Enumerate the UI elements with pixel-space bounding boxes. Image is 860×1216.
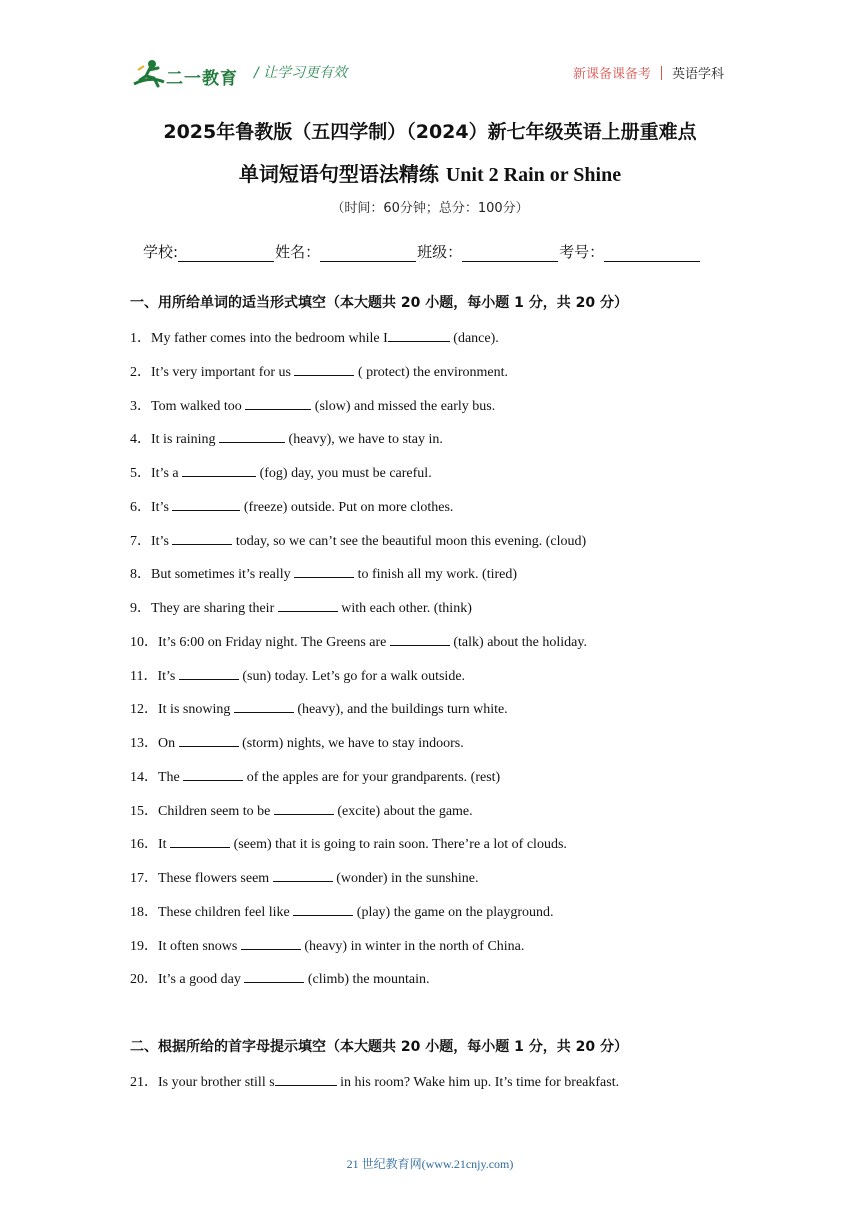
number-label: 考号：	[559, 243, 605, 261]
answer-blank[interactable]	[274, 800, 334, 815]
question-number: 17．	[130, 871, 158, 886]
footer-source: 21 世纪教育网(www.21cnjy.com)	[346, 1157, 514, 1171]
question-text: The	[158, 769, 184, 785]
question-item	[130, 462, 432, 482]
question-number: 13．	[130, 736, 158, 751]
question-number: 4．	[130, 432, 151, 448]
question-hint: (slow) and missed the early bus.	[311, 398, 496, 414]
question-text: It is snowing	[158, 702, 234, 718]
question-number: 20．	[130, 972, 158, 988]
question-hint: (heavy), we have to stay in.	[285, 432, 443, 448]
answer-blank[interactable]	[275, 1071, 337, 1086]
question-hint: today, so we can’t see the beautiful moon this evening. (cloud)	[232, 533, 587, 549]
answer-blank[interactable]	[241, 935, 301, 950]
answer-blank[interactable]	[172, 496, 240, 511]
question-item	[130, 665, 465, 685]
page-title-line2	[0, 158, 860, 187]
question-hint: in his room? Wake him up. It’s time for breakfast.	[336, 1075, 620, 1090]
question-text: Tom walked too	[151, 398, 246, 414]
answer-blank[interactable]	[172, 530, 232, 545]
question-text: It is raining	[151, 432, 220, 448]
question-hint: (play) the game on the playground.	[353, 904, 554, 920]
class-label: 班级：	[417, 243, 463, 261]
header-subject-label: 英语学科	[671, 67, 724, 82]
question-number: 9．	[130, 601, 151, 616]
school-field[interactable]	[178, 244, 274, 262]
question-number: 21．	[130, 1075, 158, 1090]
question-number: 3．	[130, 398, 151, 414]
question-item	[130, 496, 453, 516]
question-hint: (freeze) outside. Put on more clothes.	[240, 499, 454, 515]
header-right	[573, 63, 724, 82]
question-hint: (wonder) in the sunshine.	[332, 871, 479, 886]
answer-blank[interactable]	[219, 428, 285, 443]
logo-text: 二一教育	[166, 69, 238, 89]
question-item	[130, 631, 587, 651]
answer-blank[interactable]	[234, 698, 294, 713]
question-text: It’s a	[151, 466, 183, 481]
exam-time-score: （时间：60分钟；总分：100分）	[331, 201, 529, 216]
question-item	[130, 327, 499, 347]
answer-blank[interactable]	[170, 833, 230, 848]
question-item	[130, 698, 508, 718]
question-number: 2．	[130, 364, 151, 380]
question-item	[130, 530, 586, 550]
question-hint: to finish all my work. (tired)	[354, 567, 518, 583]
question-item	[130, 867, 479, 887]
title-chinese: 单词短语句型语法精练	[238, 162, 439, 186]
question-item	[130, 732, 464, 752]
question-text: It’s very important for us	[151, 364, 295, 380]
answer-blank[interactable]	[244, 968, 304, 983]
question-item	[130, 395, 495, 415]
question-number: 11．	[130, 668, 158, 684]
title-unit: Unit 2 Rain or Shine	[445, 164, 622, 186]
answer-blank[interactable]	[390, 631, 450, 646]
answer-blank[interactable]	[388, 327, 450, 342]
question-item	[130, 563, 517, 583]
question-hint: (storm) nights, we have to stay indoors.	[238, 736, 464, 751]
number-field[interactable]	[604, 244, 700, 262]
question-text: It	[158, 837, 171, 853]
answer-blank[interactable]	[183, 766, 243, 781]
answer-blank[interactable]	[179, 665, 239, 680]
name-label: 姓名：	[275, 243, 321, 261]
question-hint: (climb) the mountain.	[304, 972, 430, 988]
question-item	[130, 800, 473, 820]
name-field[interactable]	[320, 244, 416, 262]
question-text: On	[158, 736, 179, 751]
question-number: 14．	[130, 769, 158, 785]
question-number: 10．	[130, 634, 158, 650]
question-hint: ( protect) the environment.	[354, 364, 509, 380]
class-field[interactable]	[462, 244, 558, 262]
question-text: It’s a good day	[158, 972, 245, 988]
page-header	[0, 0, 860, 110]
question-item	[130, 766, 500, 786]
question-number: 19．	[130, 938, 158, 954]
question-text: It’s 6:00 on Friday night. The Greens are	[158, 634, 390, 650]
header-course-label: 新课备课备考	[572, 67, 651, 82]
question-text: But sometimes it’s really	[151, 567, 295, 583]
question-number: 1．	[130, 331, 151, 346]
question-text: Children seem to be	[158, 803, 274, 819]
question-item	[130, 428, 443, 448]
question-text: These flowers seem	[158, 871, 273, 886]
question-item	[130, 1071, 619, 1091]
section2-heading: 二、根据所给的首字母提示填空（本大题共 20 小题，每小题 1 分，共 20 分）	[130, 1039, 628, 1055]
question-hint: with each other. (think)	[337, 601, 472, 616]
question-hint: of the apples are for your grandparents. (rest)	[243, 769, 501, 785]
question-item	[130, 833, 567, 853]
section1-heading: 一、用所给单词的适当形式填空（本大题共 20 小题，每小题 1 分，共 20 分）	[130, 295, 628, 311]
answer-blank[interactable]	[278, 597, 338, 612]
question-hint: (fog) day, you must be careful.	[256, 466, 432, 481]
question-text: It’s	[151, 499, 173, 515]
question-number: 12．	[130, 702, 158, 718]
answer-blank[interactable]	[294, 563, 354, 578]
question-item	[130, 597, 472, 617]
answer-blank[interactable]	[273, 867, 333, 882]
question-text: My father comes into the bedroom while I	[151, 331, 388, 346]
question-number: 8．	[130, 567, 151, 583]
question-number: 16．	[130, 837, 158, 853]
school-label: 学校:	[143, 243, 179, 261]
header-divider	[661, 66, 662, 80]
question-number: 6．	[130, 499, 151, 515]
question-text: They are sharing their	[151, 601, 278, 616]
question-item	[130, 968, 430, 988]
question-hint: (dance).	[449, 331, 499, 346]
question-hint: (heavy), and the buildings turn white.	[293, 702, 508, 718]
question-hint: (excite) about the game.	[333, 803, 473, 819]
answer-blank[interactable]	[293, 901, 353, 916]
answer-blank[interactable]	[245, 395, 311, 410]
page-title: 2025年鲁教版（五四学制）（2024）新七年级英语上册重难点	[163, 121, 697, 143]
question-item	[130, 935, 524, 955]
question-text: It’s	[151, 533, 173, 549]
answer-blank[interactable]	[182, 462, 256, 477]
question-hint: (seem) that it is going to rain soon. There’re a lot of clouds.	[230, 837, 567, 853]
question-item	[130, 901, 554, 921]
question-item	[130, 361, 508, 381]
question-number: 5．	[130, 466, 151, 481]
student-info-row	[143, 241, 701, 262]
question-number: 15．	[130, 803, 158, 819]
question-hint: (sun) today. Let’s go for a walk outside.	[238, 668, 466, 684]
question-text: Is your brother still s	[158, 1075, 275, 1090]
question-number: 18．	[130, 904, 158, 920]
slogan: / 让学习更有效	[254, 65, 348, 81]
answer-blank[interactable]	[294, 361, 354, 376]
question-hint: (talk) about the holiday.	[449, 634, 587, 650]
question-hint: (heavy) in winter in the north of China.	[300, 938, 525, 954]
question-text: It’s	[157, 668, 179, 684]
question-number: 7．	[130, 533, 151, 549]
answer-blank[interactable]	[179, 732, 239, 747]
question-text: It often snows	[158, 938, 241, 954]
question-text: These children feel like	[158, 904, 294, 920]
